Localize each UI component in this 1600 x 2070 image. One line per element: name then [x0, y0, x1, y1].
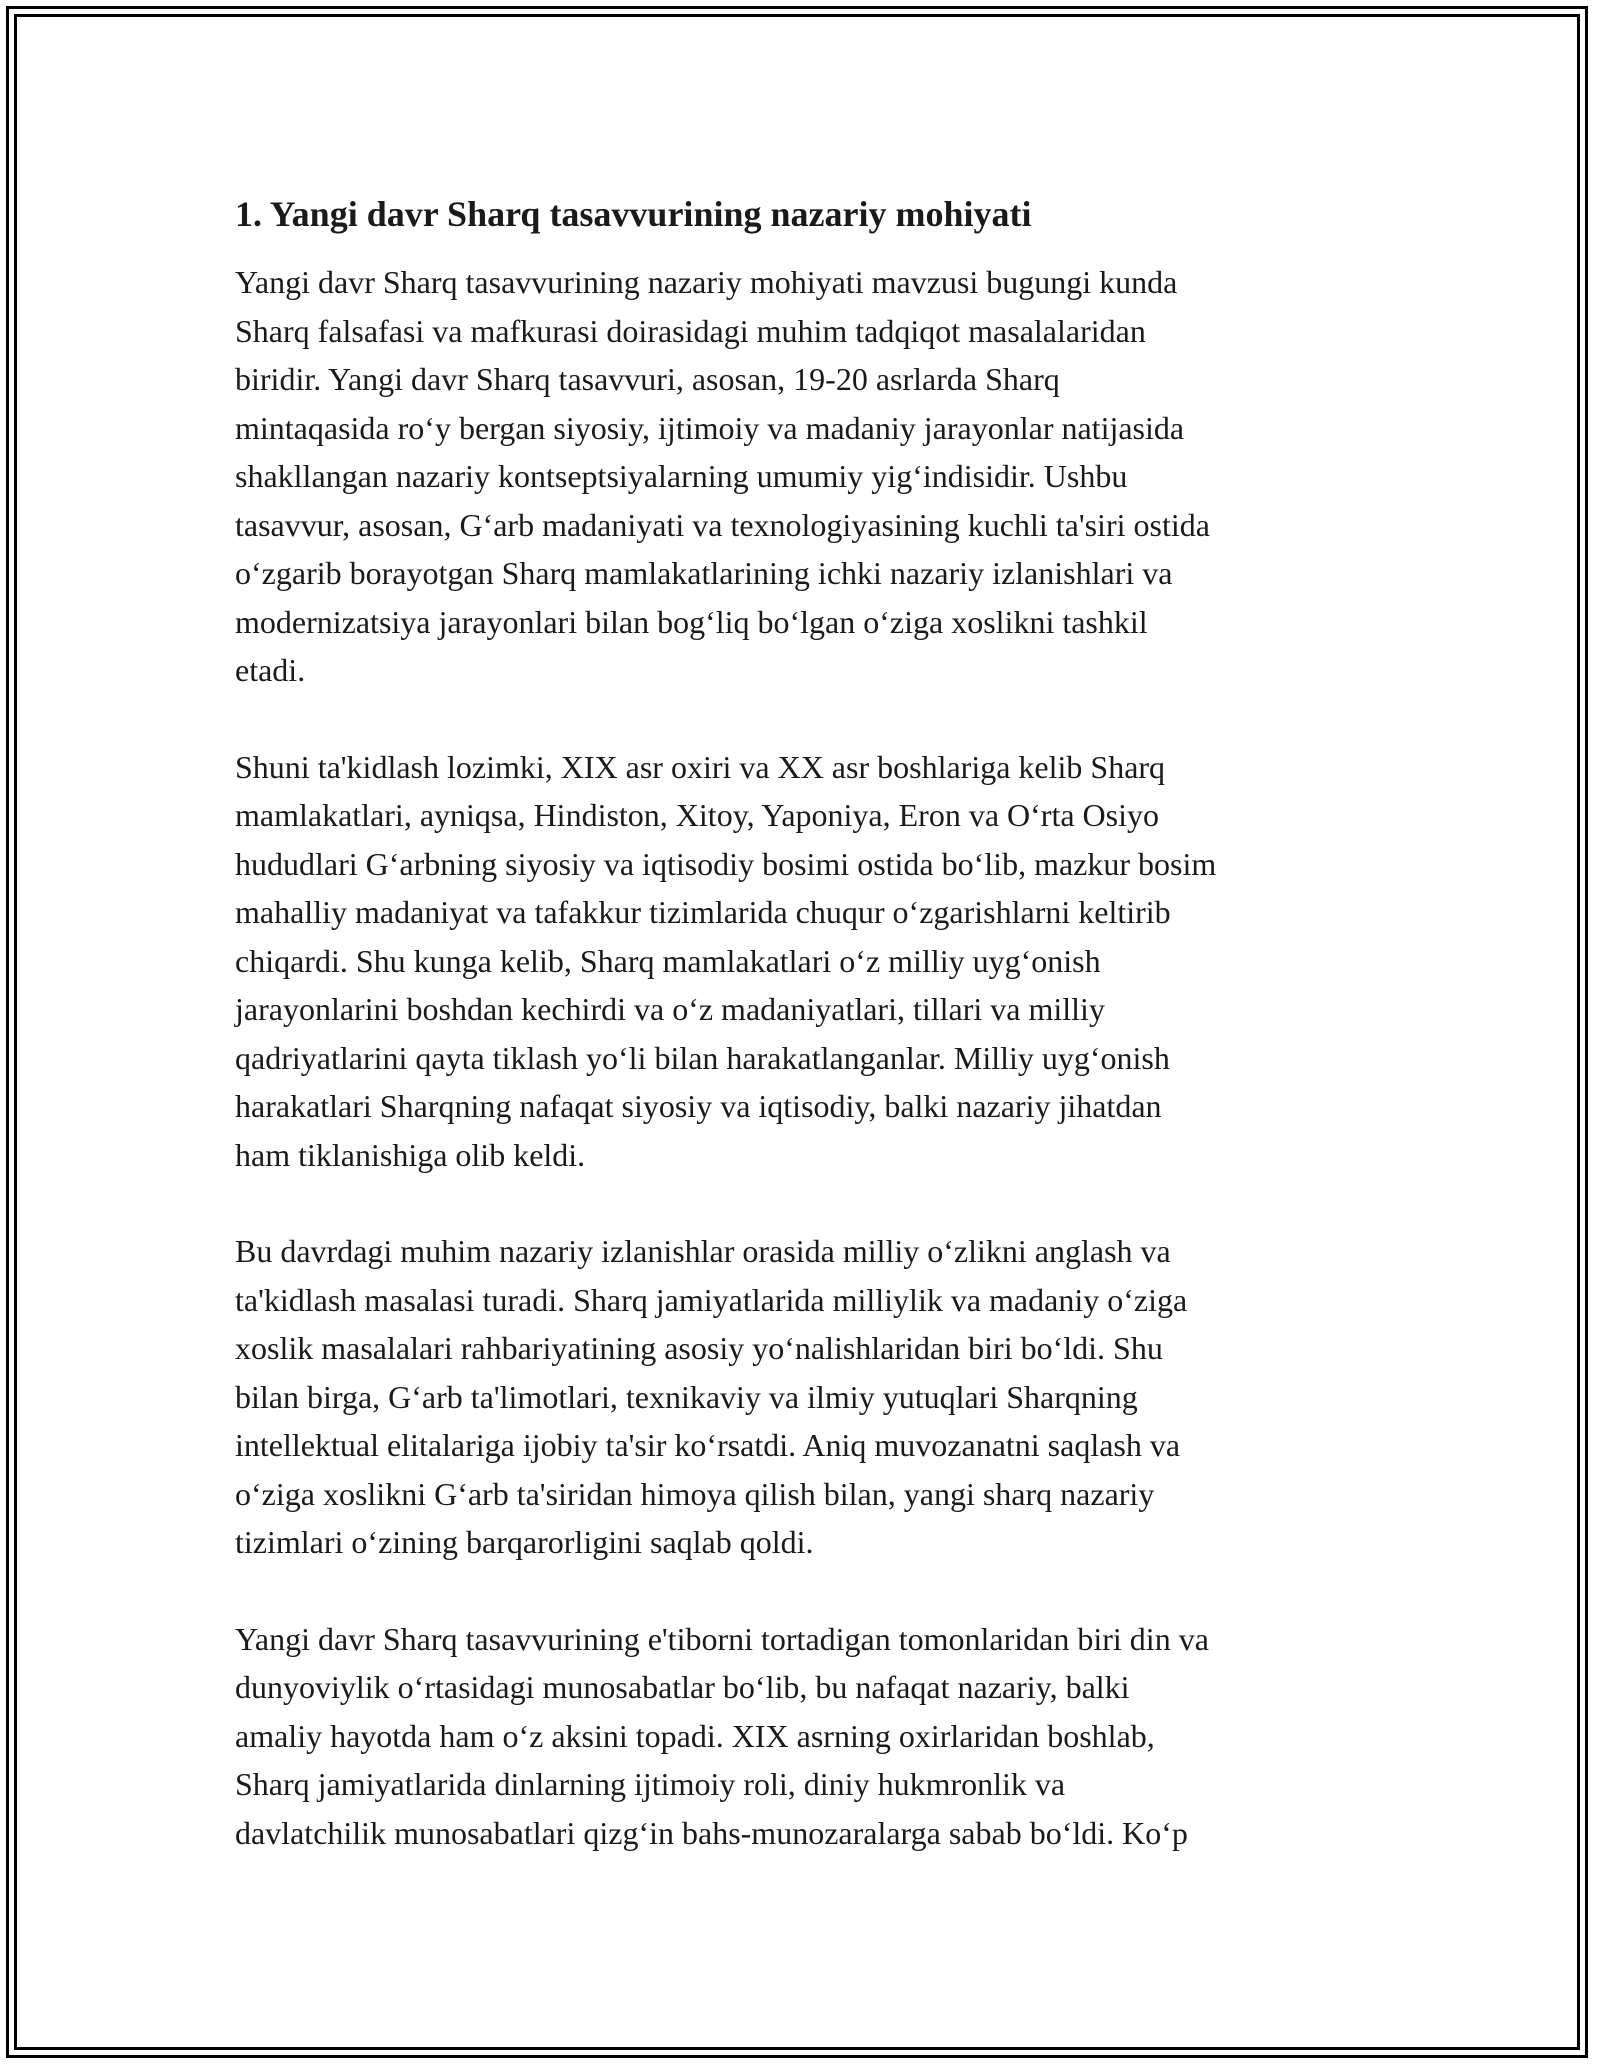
paragraph-1: Yangi davr Sharq tasavvurining nazariy mohiyati mavzusi bugungi kunda Sharq falsafasi va mafkurasi doirasidagi muhim tadqiqot masalalaridan biridir. Yangi davr Sharq tasavvuri, asosan, 19-20 asrlarda Sharq mintaqasida ro‘y bergan siyosiy, ijtimoiy va madaniy jarayonlar natijasida shakllangan nazariy kontseptsiyalarning umumiy yig‘indisidir. Ushbu tasavvur, asosan, G‘arb madaniyati va texnologiyasining kuchli ta'siri ostida o‘zgarib borayotgan Sharq mamlakatlarining ichki nazariy izlanishlari va modernizatsiya jarayonlari bilan bog‘liq bo‘lgan o‘ziga xoslikni tashkil etadi.: [235, 264, 1210, 688]
paragraph-3: Bu davrdagi muhim nazariy izlanishlar orasida milliy o‘zlikni anglash va ta'kidlash masalasi turadi. Sharq jamiyatlarida milliylik va madaniy o‘ziga xoslik masalalari rahbariyatining asosiy yo‘nalishlaridan biri bo‘ldi. Shu bilan birga, G‘arb ta'limotlari, texnikaviy va ilmiy yutuqlari Sharqning intellektual elitalariga ijobiy ta'sir ko‘rsatdi. Aniq muvozanatni saqlash va o‘ziga xoslikni G‘arb ta'siridan himoya qilish bilan, yangi sharq nazariy tizimlari o‘zining barqarorligini saqlab qoldi.: [235, 1233, 1188, 1560]
paragraph-2: Shuni ta'kidlash lozimki, XIX asr oxiri va XX asr boshlariga kelib Sharq mamlakatlari, ayniqsa, Hindiston, Xitoy, Yaponiya, Eron va O‘rta Osiyo hududlari G‘arbning siyosiy va iqtisodiy bosimi ostida bo‘lib, mazkur bosim mahalliy madaniyat va tafakkur tizimlarida chuqur o‘zgarishlarni keltirib chiqardi. Shu kunga kelib, Sharq mamlakatlari o‘z milliy uyg‘onish jarayonlarini boshdan kechirdi va o‘z madaniyatlari, tillari va milliy qadriyatlarini qayta tiklash yo‘li bilan harakatlanganlar. Milliy uyg‘onish harakatlari Sharqning nafaqat siyosiy va iqtisodiy, balki nazariy jihatdan ham tiklanishiga olib keldi.: [235, 748, 1217, 1173]
document-body: [235, 186, 1365, 1905]
paragraph-4: Yangi davr Sharq tasavvurining e'tiborni tortadigan tomonlaridan biri din va dunyoviylik o‘rtasidagi munosabatlar bo‘lib, bu nafaqat nazariy, balki amaliy hayotda ham o‘z aksini topadi. XIX asrning oxirlaridan boshlab, Sharq jamiyatlarida dinlarning ijtimoiy roli, diniy hukmronlik va davlatchilik munosabatlari qizg‘in bahs-munozaralarga sabab bo‘ldi. Ko‘p: [235, 1620, 1209, 1851]
page-title: 1. Yangi davr Sharq tasavvurining nazariy mohiyati: [235, 194, 1032, 234]
